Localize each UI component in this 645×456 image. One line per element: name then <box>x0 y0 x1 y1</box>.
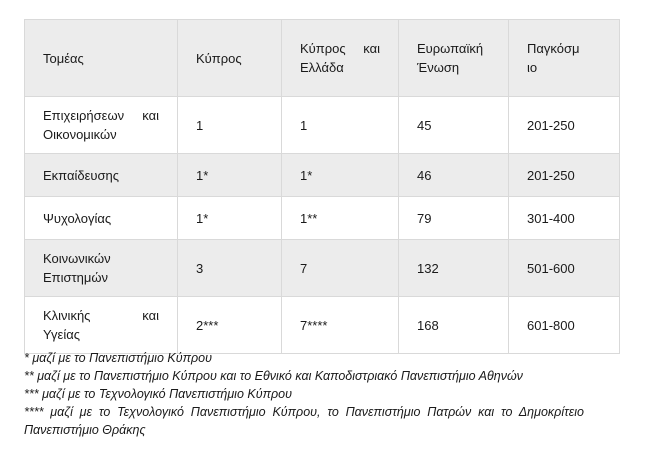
cyprus-greece-cell: 1** <box>282 197 399 240</box>
cyprus-cell: 1 <box>178 97 282 154</box>
eu-cell: 45 <box>399 97 509 154</box>
sector-cell: Κλινικής και Υγείας <box>25 297 178 354</box>
cyprus-greece-cell: 7 <box>282 240 399 297</box>
sector-cell: Ψυχολογίας <box>25 197 178 240</box>
world-cell: 201-250 <box>509 97 620 154</box>
world-cell: 301-400 <box>509 197 620 240</box>
eu-cell: 168 <box>399 297 509 354</box>
footnote: ** μαζί με το Πανεπιστήμιο Κύπρου και το Εθνικό και Καποδιστριακό Πανεπιστήμιο Αθηνών <box>24 369 523 383</box>
sector-cell: Κοινωνικών Επιστημών <box>25 240 178 297</box>
cyprus-cell: 1* <box>178 197 282 240</box>
world-cell: 501-600 <box>509 240 620 297</box>
table-row <box>25 240 620 297</box>
sector-cell: Εκπαίδευσης <box>25 154 178 197</box>
eu-cell: 79 <box>399 197 509 240</box>
header-cyprus-greece: Κύπρος και Ελλάδα <box>282 20 399 97</box>
header-eu: Ευρωπαϊκή Ένωση <box>399 20 509 97</box>
table-row <box>25 197 620 240</box>
cyprus-cell: 2*** <box>178 297 282 354</box>
eu-cell: 132 <box>399 240 509 297</box>
table-header-row <box>25 20 620 97</box>
table-row <box>25 297 620 354</box>
cyprus-greece-cell: 1 <box>282 97 399 154</box>
table-row <box>25 97 620 154</box>
cyprus-cell: 1* <box>178 154 282 197</box>
eu-cell: 46 <box>399 154 509 197</box>
header-sector: Τομέας <box>25 20 178 97</box>
footnote: *** μαζί με το Τεχνολογικό Πανεπιστήμιο Κύπρου <box>24 387 292 401</box>
footnote: **** μαζί με το Τεχνολογικό Πανεπιστήμιο Κύπρου, το Πανεπιστήμιο Πατρών και το Δημοκρίτειο Πανεπιστήμιο Θράκης <box>24 405 584 437</box>
table-row <box>25 154 620 197</box>
header-world: Παγκόσμ ιο <box>509 20 620 97</box>
footnote: * μαζί με το Πανεπιστήμιο Κύπρου <box>24 351 212 365</box>
ranking-table <box>24 19 620 354</box>
world-cell: 601-800 <box>509 297 620 354</box>
header-cyprus: Κύπρος <box>178 20 282 97</box>
world-cell: 201-250 <box>509 154 620 197</box>
cyprus-cell: 3 <box>178 240 282 297</box>
cyprus-greece-cell: 1* <box>282 154 399 197</box>
sector-cell: Επιχειρήσεων και Οικονομικών <box>25 97 178 154</box>
cyprus-greece-cell: 7**** <box>282 297 399 354</box>
footnotes <box>24 349 584 439</box>
